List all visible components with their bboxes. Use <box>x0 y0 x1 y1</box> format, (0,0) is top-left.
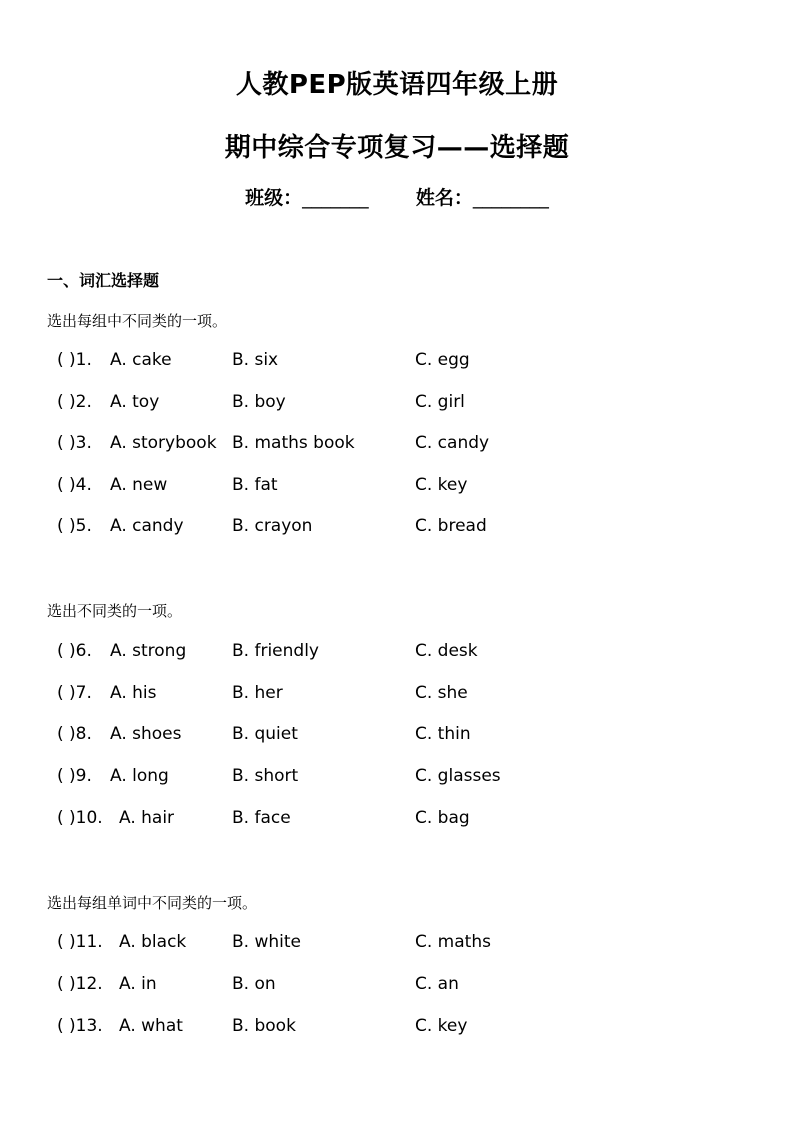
question-number[interactable]: ( )13. <box>57 1016 103 1036</box>
option-c: C. key <box>415 475 468 495</box>
option-b: B. fat <box>232 475 278 495</box>
question-row <box>57 475 757 499</box>
student-info-row <box>0 183 794 210</box>
option-b: B. white <box>232 932 301 952</box>
class-blank[interactable]: _______ <box>302 187 369 209</box>
option-b: B. her <box>232 683 283 703</box>
option-a: A. hair <box>119 808 175 828</box>
name-blank[interactable]: ________ <box>472 187 549 209</box>
question-number[interactable]: ( )6. <box>57 641 92 661</box>
option-b: B. crayon <box>232 516 313 536</box>
option-b: B. book <box>232 1016 296 1036</box>
question-number[interactable]: ( )4. <box>57 475 92 495</box>
option-c: C. key <box>415 1016 468 1036</box>
question-row <box>57 641 757 665</box>
option-b: B. boy <box>232 392 286 412</box>
option-b: B. quiet <box>232 724 298 744</box>
question-number[interactable]: ( )5. <box>57 516 92 536</box>
option-b: B. maths book <box>232 433 355 453</box>
option-a: A. cake <box>110 350 172 370</box>
question-number[interactable]: ( )7. <box>57 683 92 703</box>
option-b: B. on <box>232 974 276 994</box>
question-row <box>57 932 757 956</box>
class-label: 班级： <box>245 187 303 209</box>
option-c: C. glasses <box>415 766 501 786</box>
option-c: C. egg <box>415 350 470 370</box>
group-instruction: 选出不同类的一项。 <box>47 602 183 620</box>
question-number[interactable]: ( )8. <box>57 724 92 744</box>
option-b: B. friendly <box>232 641 319 661</box>
question-row <box>57 350 757 374</box>
question-row <box>57 974 757 998</box>
option-c: C. desk <box>415 641 478 661</box>
group-instruction: 选出每组单词中不同类的一项。 <box>47 894 258 912</box>
question-row <box>57 433 757 457</box>
option-a: A. strong <box>110 641 187 661</box>
option-c: C. bread <box>415 516 487 536</box>
section-heading: 一、词汇选择题 <box>47 271 160 290</box>
option-c: C. bag <box>415 808 470 828</box>
option-a: A. candy <box>110 516 184 536</box>
option-a: A. new <box>110 475 168 495</box>
option-b: B. short <box>232 766 299 786</box>
page-title: 人教PEP版英语四年级上册 <box>235 70 559 100</box>
option-c: C. candy <box>415 433 490 453</box>
option-c: C. maths <box>415 932 491 952</box>
question-number[interactable]: ( )3. <box>57 433 92 453</box>
option-a: A. storybook <box>110 433 217 453</box>
option-b: B. face <box>232 808 291 828</box>
option-a: A. what <box>119 1016 183 1036</box>
question-number[interactable]: ( )12. <box>57 974 103 994</box>
question-number[interactable]: ( )10. <box>57 808 103 828</box>
question-row <box>57 766 757 790</box>
question-row <box>57 683 757 707</box>
option-b: B. six <box>232 350 279 370</box>
question-row <box>57 724 757 748</box>
option-a: A. long <box>110 766 169 786</box>
name-label: 姓名： <box>415 187 473 209</box>
question-number[interactable]: ( )11. <box>57 932 103 952</box>
option-a: A. in <box>119 974 157 994</box>
option-a: A. shoes <box>110 724 182 744</box>
group-instruction: 选出每组中不同类的一项。 <box>47 312 228 330</box>
option-a: A. his <box>110 683 157 703</box>
question-row <box>57 392 757 416</box>
question-row <box>57 808 757 832</box>
option-c: C. girl <box>415 392 465 412</box>
option-a: A. toy <box>110 392 160 412</box>
option-c: C. thin <box>415 724 471 744</box>
option-c: C. she <box>415 683 468 703</box>
question-number[interactable]: ( )1. <box>57 350 92 370</box>
question-row <box>57 1016 757 1040</box>
question-number[interactable]: ( )2. <box>57 392 92 412</box>
page-subtitle: 期中综合专项复习——选择题 <box>224 133 570 163</box>
option-a: A. black <box>119 932 187 952</box>
option-c: C. an <box>415 974 459 994</box>
question-number[interactable]: ( )9. <box>57 766 92 786</box>
question-row <box>57 516 757 540</box>
